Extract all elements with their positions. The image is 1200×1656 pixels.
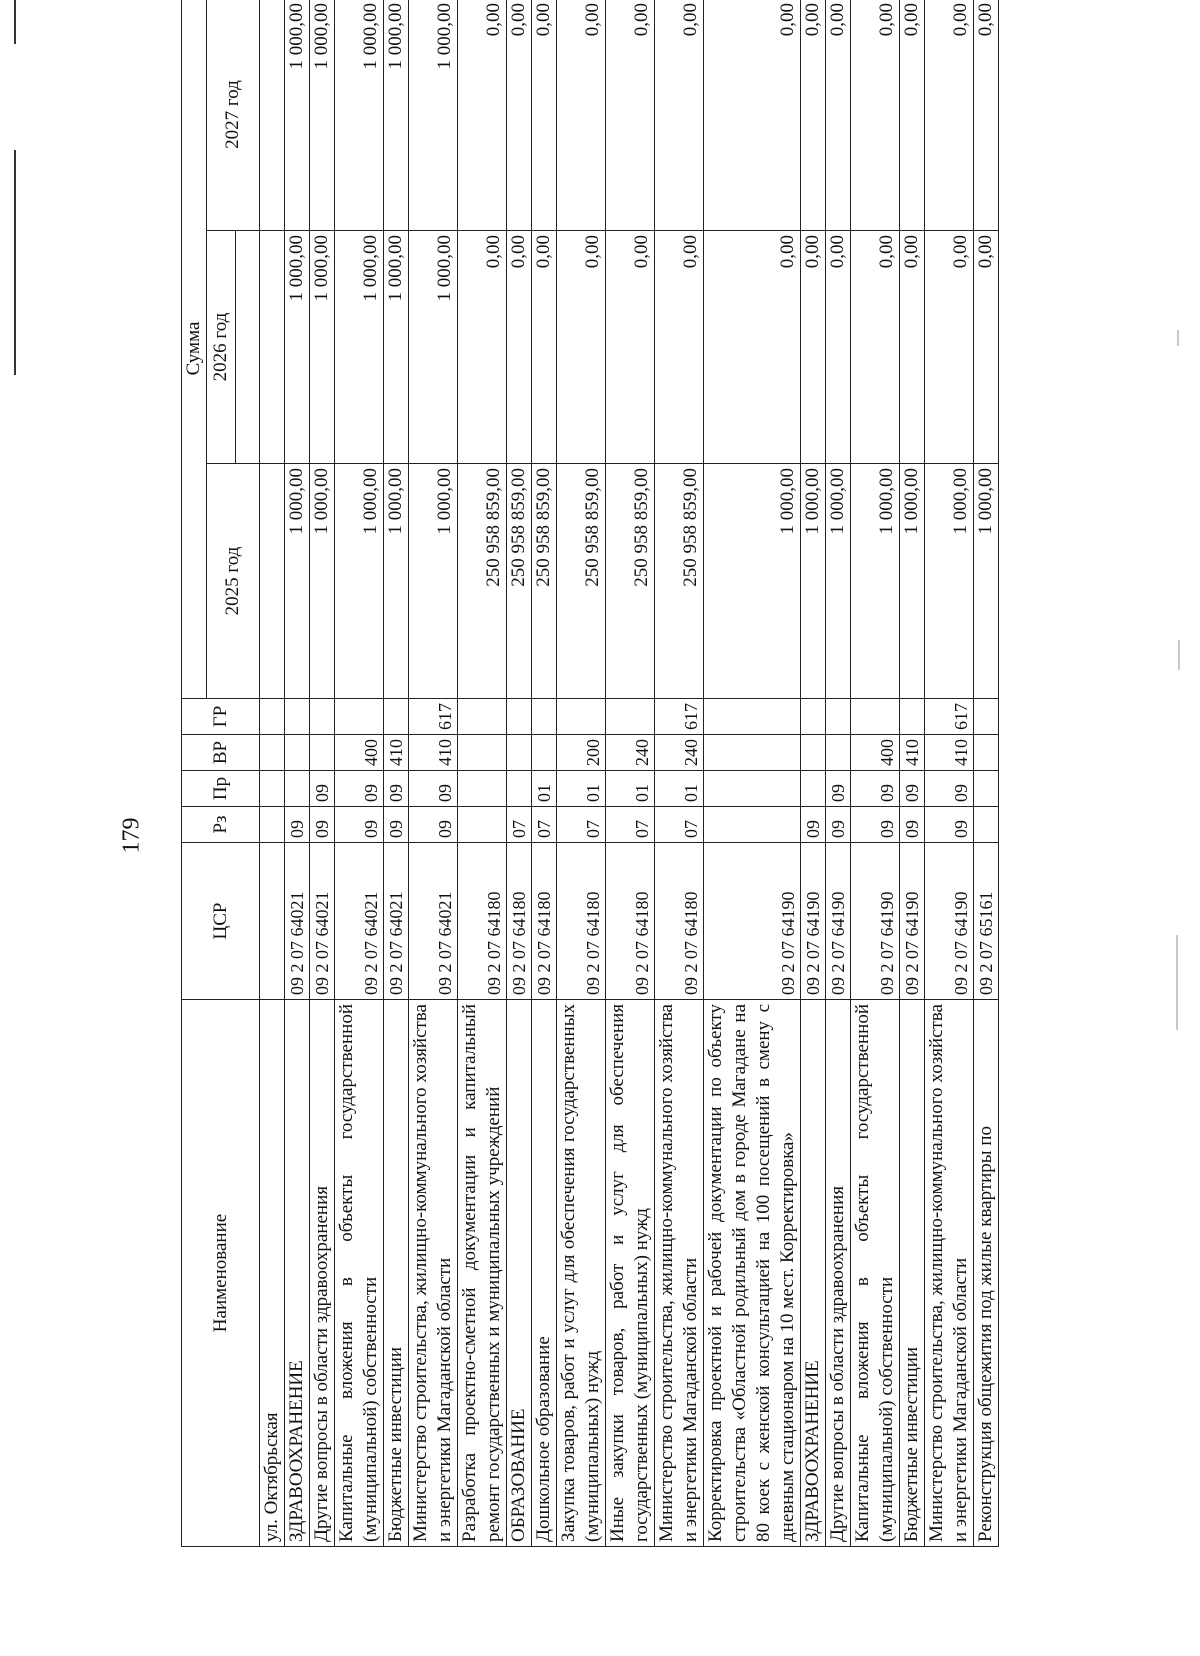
cell-name: Министерство строительства, жилищно-коммунального хозяйства и энергетики Магаданской области bbox=[925, 1000, 974, 1547]
cell-gr bbox=[310, 699, 335, 735]
cell-name: Капитальные вложения в объекты государственной (муниципальной) собственности bbox=[851, 1000, 900, 1547]
cell-2025: 1 000,00 bbox=[285, 464, 310, 699]
cell-2026 bbox=[260, 231, 285, 464]
cell-gr bbox=[260, 699, 285, 735]
table-row bbox=[925, 0, 974, 1547]
cell-2025: 1 000,00 bbox=[974, 464, 999, 699]
cell-name: Капитальные вложения в объекты государственной (муниципальной) собственности bbox=[335, 1000, 384, 1547]
cell-2026: 0,00 bbox=[704, 231, 801, 464]
cell-name: Министерство строительства, жилищно-коммунального хозяйства и энергетики Магаданской области bbox=[409, 1000, 458, 1547]
header-row-top bbox=[182, 0, 207, 1547]
cell-2027 bbox=[260, 0, 285, 231]
cell-pr: 09 bbox=[335, 771, 384, 807]
cell-vr bbox=[532, 735, 557, 771]
page-number: 179 bbox=[118, 817, 145, 854]
cell-pr: 09 bbox=[900, 771, 925, 807]
cell-rz: 09 bbox=[285, 807, 310, 843]
cell-rz: 09 bbox=[801, 807, 826, 843]
table-row bbox=[655, 0, 704, 1547]
cell-2025: 1 000,00 bbox=[826, 464, 851, 699]
cell-2027: 0,00 bbox=[826, 0, 851, 231]
table-row bbox=[704, 0, 801, 1547]
table-row bbox=[900, 0, 925, 1547]
cell-2025: 1 000,00 bbox=[704, 464, 801, 699]
cell-2025: 1 000,00 bbox=[925, 464, 974, 699]
header-csr: ЦСР bbox=[182, 843, 260, 1000]
table-row bbox=[335, 0, 384, 1547]
cell-2025: 250 958 859,00 bbox=[606, 464, 655, 699]
table-row bbox=[851, 0, 900, 1547]
header-2026: 2026 год bbox=[207, 231, 236, 464]
table-row bbox=[557, 0, 606, 1547]
table-row bbox=[532, 0, 557, 1547]
cell-2026: 0,00 bbox=[851, 231, 900, 464]
table-row bbox=[801, 0, 826, 1547]
table-row bbox=[409, 0, 458, 1547]
cell-csr: 09 2 07 64190 bbox=[851, 843, 900, 1000]
cell-csr: 09 2 07 64180 bbox=[458, 843, 507, 1000]
cell-vr bbox=[260, 735, 285, 771]
cell-rz: 09 bbox=[384, 807, 409, 843]
cell-gr bbox=[507, 699, 532, 735]
cell-2026: 0,00 bbox=[655, 231, 704, 464]
cell-name: Разработка проектно-сметной документации и капитальный ремонт государственных и муниципальных учреждений bbox=[458, 1000, 507, 1547]
cell-2026: 0,00 bbox=[925, 231, 974, 464]
cell-pr: 01 bbox=[655, 771, 704, 807]
cell-2026: 1 000,00 bbox=[335, 231, 384, 464]
cell-pr: 01 bbox=[606, 771, 655, 807]
cell-name: Министерство строительства, жилищно-коммунального хозяйства и энергетики Магаданской области bbox=[655, 1000, 704, 1547]
header-spacer-cell bbox=[235, 231, 259, 464]
cell-2025: 1 000,00 bbox=[310, 464, 335, 699]
cell-gr bbox=[974, 699, 999, 735]
cell-csr: 09 2 07 64021 bbox=[310, 843, 335, 1000]
cell-2027: 0,00 bbox=[606, 0, 655, 231]
cell-vr bbox=[974, 735, 999, 771]
cell-pr bbox=[285, 771, 310, 807]
cell-name: Иные закупки товаров, работ и услуг для обеспечения государственных (муниципальных) нужд bbox=[606, 1000, 655, 1547]
cell-2026: 1 000,00 bbox=[285, 231, 310, 464]
cell-2025: 250 958 859,00 bbox=[532, 464, 557, 699]
header-rz: Рз bbox=[182, 807, 260, 843]
header-name: Наименование bbox=[182, 1000, 260, 1547]
cell-vr: 410 bbox=[384, 735, 409, 771]
cell-2025: 1 000,00 bbox=[801, 464, 826, 699]
cell-2026: 0,00 bbox=[557, 231, 606, 464]
cell-gr bbox=[557, 699, 606, 735]
table-row bbox=[260, 0, 285, 1547]
cell-pr: 09 bbox=[409, 771, 458, 807]
cell-gr bbox=[900, 699, 925, 735]
budget-table bbox=[181, 0, 999, 1547]
cell-csr: 09 2 07 64180 bbox=[655, 843, 704, 1000]
cell-csr: 09 2 07 64190 bbox=[900, 843, 925, 1000]
cell-vr: 410 bbox=[900, 735, 925, 771]
cell-2027: 0,00 bbox=[974, 0, 999, 231]
cell-name: Реконструкция общежития под жилые квартиры по bbox=[974, 1000, 999, 1547]
cell-2027: 0,00 bbox=[900, 0, 925, 231]
cell-rz: 07 bbox=[507, 807, 532, 843]
table-row bbox=[974, 0, 999, 1547]
table-row bbox=[458, 0, 507, 1547]
cell-name: ул. Октябрьская bbox=[260, 1000, 285, 1547]
cell-name: Дошкольное образование bbox=[532, 1000, 557, 1547]
cell-name: Закупка товаров, работ и услуг для обеспечения государственных (муниципальных) нужд bbox=[557, 1000, 606, 1547]
cell-pr: 09 bbox=[851, 771, 900, 807]
cell-csr: 09 2 07 64021 bbox=[285, 843, 310, 1000]
cell-csr: 09 2 07 64180 bbox=[507, 843, 532, 1000]
scan-edge-line bbox=[14, 150, 16, 375]
cell-pr bbox=[974, 771, 999, 807]
cell-rz: 09 bbox=[335, 807, 384, 843]
cell-gr: 617 bbox=[409, 699, 458, 735]
table-row bbox=[384, 0, 409, 1547]
cell-csr: 09 2 07 64021 bbox=[409, 843, 458, 1000]
cell-2027: 0,00 bbox=[557, 0, 606, 231]
table-row bbox=[826, 0, 851, 1547]
cell-name: Другие вопросы в области здравоохранения bbox=[310, 1000, 335, 1547]
cell-vr: 410 bbox=[409, 735, 458, 771]
cell-name: Бюджетные инвестиции bbox=[900, 1000, 925, 1547]
cell-rz: 07 bbox=[532, 807, 557, 843]
cell-rz: 07 bbox=[655, 807, 704, 843]
cell-pr bbox=[801, 771, 826, 807]
cell-pr bbox=[260, 771, 285, 807]
cell-vr bbox=[285, 735, 310, 771]
cell-pr bbox=[704, 771, 801, 807]
scan-smudge bbox=[1178, 640, 1180, 670]
cell-vr bbox=[826, 735, 851, 771]
cell-2027: 0,00 bbox=[532, 0, 557, 231]
cell-name: ЗДРАВООХРАНЕНИЕ bbox=[801, 1000, 826, 1547]
cell-2025: 1 000,00 bbox=[335, 464, 384, 699]
cell-rz: 09 bbox=[900, 807, 925, 843]
cell-2027: 0,00 bbox=[925, 0, 974, 231]
cell-vr: 200 bbox=[557, 735, 606, 771]
cell-name: Корректировка проектной и рабочей документации по объекту строительства «Областной родильный дом в городе Магадане на 80 коек с женской консультацией на 100 посещений в смену с дневным стационаром на 10 мест. Корректировка» bbox=[704, 1000, 801, 1547]
cell-vr: 240 bbox=[606, 735, 655, 771]
cell-2027: 0,00 bbox=[458, 0, 507, 231]
header-2027: 2027 год bbox=[207, 0, 260, 231]
header-gr: ГР bbox=[182, 699, 260, 735]
cell-2027: 1 000,00 bbox=[310, 0, 335, 231]
cell-rz bbox=[260, 807, 285, 843]
cell-pr: 09 bbox=[925, 771, 974, 807]
cell-rz bbox=[704, 807, 801, 843]
cell-vr bbox=[507, 735, 532, 771]
cell-vr: 400 bbox=[335, 735, 384, 771]
scan-smudge bbox=[1176, 935, 1178, 1030]
cell-gr bbox=[384, 699, 409, 735]
cell-csr: 09 2 07 64180 bbox=[606, 843, 655, 1000]
cell-2025: 1 000,00 bbox=[409, 464, 458, 699]
table-body bbox=[260, 0, 999, 1547]
cell-name: ЗДРАВООХРАНЕНИЕ bbox=[285, 1000, 310, 1547]
cell-name: Бюджетные инвестиции bbox=[384, 1000, 409, 1547]
cell-2026: 1 000,00 bbox=[310, 231, 335, 464]
header-2025: 2025 год bbox=[207, 464, 260, 699]
cell-rz bbox=[458, 807, 507, 843]
cell-2025: 250 958 859,00 bbox=[655, 464, 704, 699]
cell-gr bbox=[801, 699, 826, 735]
cell-pr: 01 bbox=[532, 771, 557, 807]
cell-csr: 09 2 07 64180 bbox=[557, 843, 606, 1000]
cell-pr: 09 bbox=[826, 771, 851, 807]
rotated-table-wrapper bbox=[181, 0, 1116, 1547]
cell-pr: 09 bbox=[384, 771, 409, 807]
cell-csr: 09 2 07 64190 bbox=[704, 843, 801, 1000]
cell-2027: 0,00 bbox=[507, 0, 532, 231]
cell-vr bbox=[801, 735, 826, 771]
cell-2025: 250 958 859,00 bbox=[557, 464, 606, 699]
cell-2026: 0,00 bbox=[458, 231, 507, 464]
cell-gr bbox=[285, 699, 310, 735]
cell-2026: 0,00 bbox=[900, 231, 925, 464]
header-sum: Сумма bbox=[182, 0, 207, 699]
cell-rz: 09 bbox=[826, 807, 851, 843]
cell-2026: 0,00 bbox=[532, 231, 557, 464]
cell-vr: 240 bbox=[655, 735, 704, 771]
cell-vr bbox=[458, 735, 507, 771]
table-row bbox=[606, 0, 655, 1547]
cell-csr: 09 2 07 64180 bbox=[532, 843, 557, 1000]
cell-pr: 09 bbox=[310, 771, 335, 807]
cell-vr bbox=[704, 735, 801, 771]
table-row bbox=[285, 0, 310, 1547]
cell-pr bbox=[507, 771, 532, 807]
cell-2025: 250 958 859,00 bbox=[458, 464, 507, 699]
cell-rz: 09 bbox=[925, 807, 974, 843]
cell-2027: 1 000,00 bbox=[409, 0, 458, 231]
cell-2025: 250 958 859,00 bbox=[507, 464, 532, 699]
cell-2026: 0,00 bbox=[801, 231, 826, 464]
cell-gr bbox=[826, 699, 851, 735]
cell-gr bbox=[335, 699, 384, 735]
cell-csr: 09 2 07 64190 bbox=[826, 843, 851, 1000]
cell-rz: 09 bbox=[409, 807, 458, 843]
cell-csr: 09 2 07 65161 bbox=[974, 843, 999, 1000]
scan-edge-line bbox=[14, 0, 16, 44]
cell-csr bbox=[260, 843, 285, 1000]
cell-2027: 1 000,00 bbox=[384, 0, 409, 231]
cell-2025: 1 000,00 bbox=[851, 464, 900, 699]
cell-gr bbox=[606, 699, 655, 735]
cell-gr: 617 bbox=[925, 699, 974, 735]
cell-rz: 07 bbox=[557, 807, 606, 843]
cell-vr bbox=[310, 735, 335, 771]
cell-gr bbox=[532, 699, 557, 735]
cell-2026: 0,00 bbox=[974, 231, 999, 464]
cell-csr: 09 2 07 64021 bbox=[384, 843, 409, 1000]
cell-pr: 01 bbox=[557, 771, 606, 807]
header-pr: Пр bbox=[182, 771, 260, 807]
cell-2025 bbox=[260, 464, 285, 699]
cell-csr: 09 2 07 64190 bbox=[801, 843, 826, 1000]
cell-2025: 1 000,00 bbox=[384, 464, 409, 699]
cell-gr bbox=[704, 699, 801, 735]
cell-rz bbox=[974, 807, 999, 843]
cell-csr: 09 2 07 64190 bbox=[925, 843, 974, 1000]
cell-2026: 0,00 bbox=[507, 231, 532, 464]
cell-2027: 0,00 bbox=[655, 0, 704, 231]
cell-2027: 1 000,00 bbox=[285, 0, 310, 231]
cell-gr: 617 bbox=[655, 699, 704, 735]
cell-gr bbox=[458, 699, 507, 735]
cell-rz: 09 bbox=[851, 807, 900, 843]
cell-2027: 0,00 bbox=[704, 0, 801, 231]
cell-pr bbox=[458, 771, 507, 807]
cell-name: Другие вопросы в области здравоохранения bbox=[826, 1000, 851, 1547]
cell-2026: 0,00 bbox=[606, 231, 655, 464]
cell-2026: 1 000,00 bbox=[384, 231, 409, 464]
cell-rz: 09 bbox=[310, 807, 335, 843]
cell-2025: 1 000,00 bbox=[900, 464, 925, 699]
header-vr: ВР bbox=[182, 735, 260, 771]
table-row bbox=[507, 0, 532, 1547]
cell-rz: 07 bbox=[606, 807, 655, 843]
cell-2027: 0,00 bbox=[801, 0, 826, 231]
cell-vr: 410 bbox=[925, 735, 974, 771]
cell-2027: 0,00 bbox=[851, 0, 900, 231]
cell-name: ОБРАЗОВАНИЕ bbox=[507, 1000, 532, 1547]
cell-2026: 1 000,00 bbox=[409, 231, 458, 464]
table-row bbox=[310, 0, 335, 1547]
cell-2027: 1 000,00 bbox=[335, 0, 384, 231]
cell-2026: 0,00 bbox=[826, 231, 851, 464]
cell-gr bbox=[851, 699, 900, 735]
cell-vr: 400 bbox=[851, 735, 900, 771]
cell-csr: 09 2 07 64021 bbox=[335, 843, 384, 1000]
scan-smudge bbox=[1177, 330, 1179, 346]
